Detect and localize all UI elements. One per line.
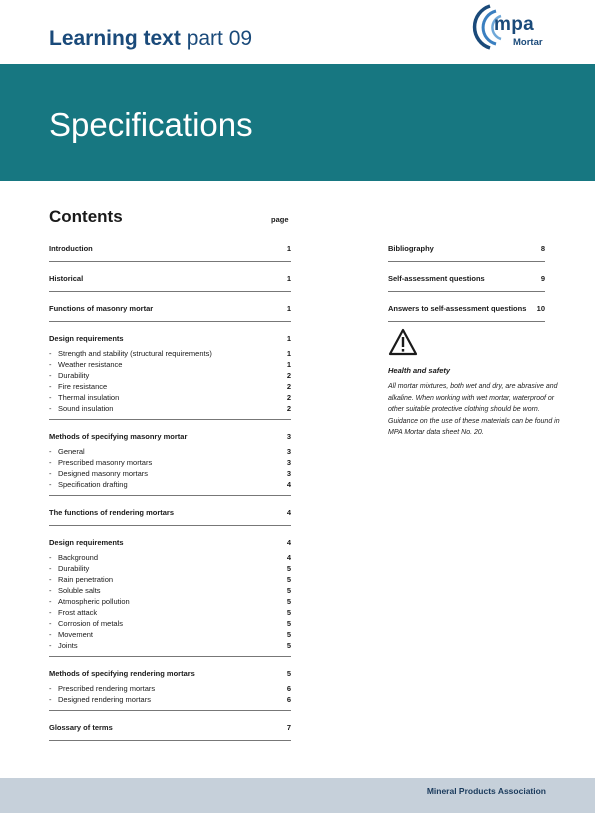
contents-section [49, 719, 291, 741]
contents-subentry-label: - Strength and stability (structural requirements) [49, 348, 212, 359]
contents-subentry-page: 5 [286, 586, 291, 595]
contents-subentry[interactable] [49, 618, 291, 629]
contents-heading: Contents [49, 207, 123, 226]
contents-section [49, 504, 291, 526]
warning-icon [388, 328, 418, 356]
contents-subentry[interactable] [49, 552, 291, 563]
contents-entry-title: The functions of rendering mortars [49, 508, 175, 517]
document-title [49, 27, 252, 51]
contents-subentry-page: 2 [286, 404, 291, 413]
contents-subentry-page: 5 [286, 619, 291, 628]
contents-entry[interactable] [49, 240, 291, 256]
contents-entry-title: Functions of masonry mortar [49, 304, 154, 313]
contents-entry-page: 1 [286, 304, 291, 313]
footer-organisation: Mineral Products Association [426, 786, 546, 796]
contents-subentry-label: - Specification drafting [49, 479, 128, 490]
contents-subentry-list [49, 550, 291, 651]
contents-entry[interactable] [49, 270, 291, 286]
contents-subentry-label: - Durability [49, 563, 89, 574]
document-title-part: part 09 [186, 27, 253, 50]
contents-section [49, 428, 291, 496]
health-safety-body: All mortar mixtures, both wet and dry, are abrasive and alkaline. When working with wet mortar, waterproof or other suitable protective clothing should be worn. Guidance on the use of these materials can be found in MPA Mortar data sheet No. 20. [388, 383, 560, 436]
contents-section [388, 270, 545, 292]
contents-entry-page: 7 [286, 723, 291, 732]
contents-entry-title: Introduction [49, 244, 93, 253]
health-safety-title: Health and safety [388, 366, 451, 375]
contents-entry[interactable] [49, 504, 291, 520]
contents-entry-title: Historical [49, 274, 84, 283]
contents-entry-page: 1 [286, 274, 291, 283]
contents-subentry[interactable] [49, 348, 291, 359]
contents-subentry[interactable] [49, 381, 291, 392]
contents-entry-page: 1 [286, 244, 291, 253]
contents-subentry-label: - Fire resistance [49, 381, 107, 392]
contents-subentry-label: - Designed rendering mortars [49, 694, 151, 705]
contents-subentry-page: 5 [286, 641, 291, 650]
contents-subentry-label: - Sound insulation [49, 403, 113, 414]
contents-entry[interactable] [49, 428, 291, 444]
contents-entry-page: 1 [286, 334, 291, 343]
contents-subentry[interactable] [49, 457, 291, 468]
contents-subentry-label: - Movement [49, 629, 93, 640]
contents-subentry-label: - Prescribed rendering mortars [49, 683, 155, 694]
contents-entry-title: Methods of specifying masonry mortar [49, 432, 188, 441]
contents-subentry[interactable] [49, 563, 291, 574]
page-column-label: page [271, 215, 289, 224]
contents-subentry-label: - General [49, 446, 85, 457]
contents-subentry[interactable] [49, 640, 291, 651]
contents-entry-page: 9 [540, 274, 545, 283]
page-header [0, 0, 595, 64]
contents-subentry-page: 6 [286, 684, 291, 693]
contents-entry-title: Methods of specifying rendering mortars [49, 669, 195, 678]
contents-subentry-page: 2 [286, 393, 291, 402]
contents-entry-title: Glossary of terms [49, 723, 113, 732]
contents-section [49, 330, 291, 420]
contents-subentry-label: - Corrosion of metals [49, 618, 123, 629]
contents-entry-title: Self-assessment questions [388, 274, 485, 283]
contents-subentry[interactable] [49, 574, 291, 585]
contents-subentry-label: - Prescribed masonry mortars [49, 457, 152, 468]
contents-entry[interactable] [49, 534, 291, 550]
contents-subentry-page: 3 [286, 469, 291, 478]
contents-subentry-label: - Background [49, 552, 98, 563]
contents-subentry[interactable] [49, 468, 291, 479]
contents-subentry-list [49, 681, 291, 705]
contents-subentry[interactable] [49, 694, 291, 705]
contents-entry-page: 8 [540, 244, 545, 253]
title-banner [0, 64, 595, 181]
contents-subentry-label: - Thermal insulation [49, 392, 119, 403]
contents-subentry-list [49, 444, 291, 490]
contents-entry-title: Answers to self-assessment questions [388, 304, 527, 313]
health-safety-box [388, 328, 563, 439]
contents-entry[interactable] [388, 240, 545, 256]
document-title-bold: Learning text [49, 27, 181, 50]
contents-subentry-page: 5 [286, 575, 291, 584]
contents-subentry-label: - Rain penetration [49, 574, 113, 585]
contents-entry-page: 5 [286, 669, 291, 678]
contents-subentry-label: - Designed masonry mortars [49, 468, 148, 479]
contents-subentry[interactable] [49, 596, 291, 607]
contents-subentry-label: - Atmospheric pollution [49, 596, 130, 607]
contents-entry-title: Design requirements [49, 334, 124, 343]
page-title: Specifications [49, 106, 253, 143]
contents-entry-title: Bibliography [388, 244, 434, 253]
contents-subentry[interactable] [49, 683, 291, 694]
contents-entry[interactable] [49, 330, 291, 346]
contents-subentry[interactable] [49, 392, 291, 403]
contents-subentry[interactable] [49, 629, 291, 640]
contents-subentry-label: - Joints [49, 640, 78, 651]
contents-entry[interactable] [388, 300, 545, 316]
contents-subentry-list [49, 346, 291, 414]
contents-section [49, 270, 291, 292]
contents-subentry-page: 3 [286, 447, 291, 456]
contents-subentry-page: 3 [286, 458, 291, 467]
contents-subentry[interactable] [49, 479, 291, 490]
contents-entry[interactable] [388, 270, 545, 286]
logo-text: mpa [494, 14, 534, 35]
page-footer [0, 778, 595, 813]
contents-subentry-page: 6 [286, 695, 291, 704]
contents-right-column [388, 240, 545, 322]
contents-subentry[interactable] [49, 403, 291, 414]
contents-subentry-label: - Soluble salts [49, 585, 101, 596]
contents-section [388, 300, 545, 322]
contents-subentry[interactable] [49, 607, 291, 618]
contents-section [49, 534, 291, 657]
contents-subentry-page: 5 [286, 608, 291, 617]
contents-entry-page: 4 [286, 538, 291, 547]
contents-subentry-page: 2 [286, 382, 291, 391]
contents-entry[interactable] [49, 719, 291, 735]
contents-subentry-page: 1 [286, 349, 291, 358]
contents-entry[interactable] [49, 665, 291, 681]
contents-subentry[interactable] [49, 585, 291, 596]
contents-subentry[interactable] [49, 359, 291, 370]
contents-subentry-page: 5 [286, 597, 291, 606]
contents-section [49, 665, 291, 711]
contents-subentry-label: - Durability [49, 370, 89, 381]
contents-subentry-page: 4 [286, 553, 291, 562]
contents-subentry-page: 5 [286, 630, 291, 639]
contents-section [388, 240, 545, 262]
contents-subentry-page: 4 [286, 480, 291, 489]
contents-subentry-page: 1 [286, 360, 291, 369]
contents-left-column [49, 240, 291, 741]
logo-subtitle: Mortar [513, 37, 543, 48]
contents-subentry[interactable] [49, 446, 291, 457]
contents-entry-page: 4 [286, 508, 291, 517]
contents-entry-page: 3 [286, 432, 291, 441]
contents-subentry-page: 5 [286, 564, 291, 573]
contents-entry[interactable] [49, 300, 291, 316]
contents-section [49, 300, 291, 322]
contents-entry-title: Design requirements [49, 538, 124, 547]
contents-subentry-label: - Weather resistance [49, 359, 122, 370]
contents-section [49, 240, 291, 262]
contents-subentry-label: - Frost attack [49, 607, 97, 618]
contents-subentry[interactable] [49, 370, 291, 381]
contents-entry-page: 10 [536, 304, 545, 313]
contents-subentry-page: 2 [286, 371, 291, 380]
